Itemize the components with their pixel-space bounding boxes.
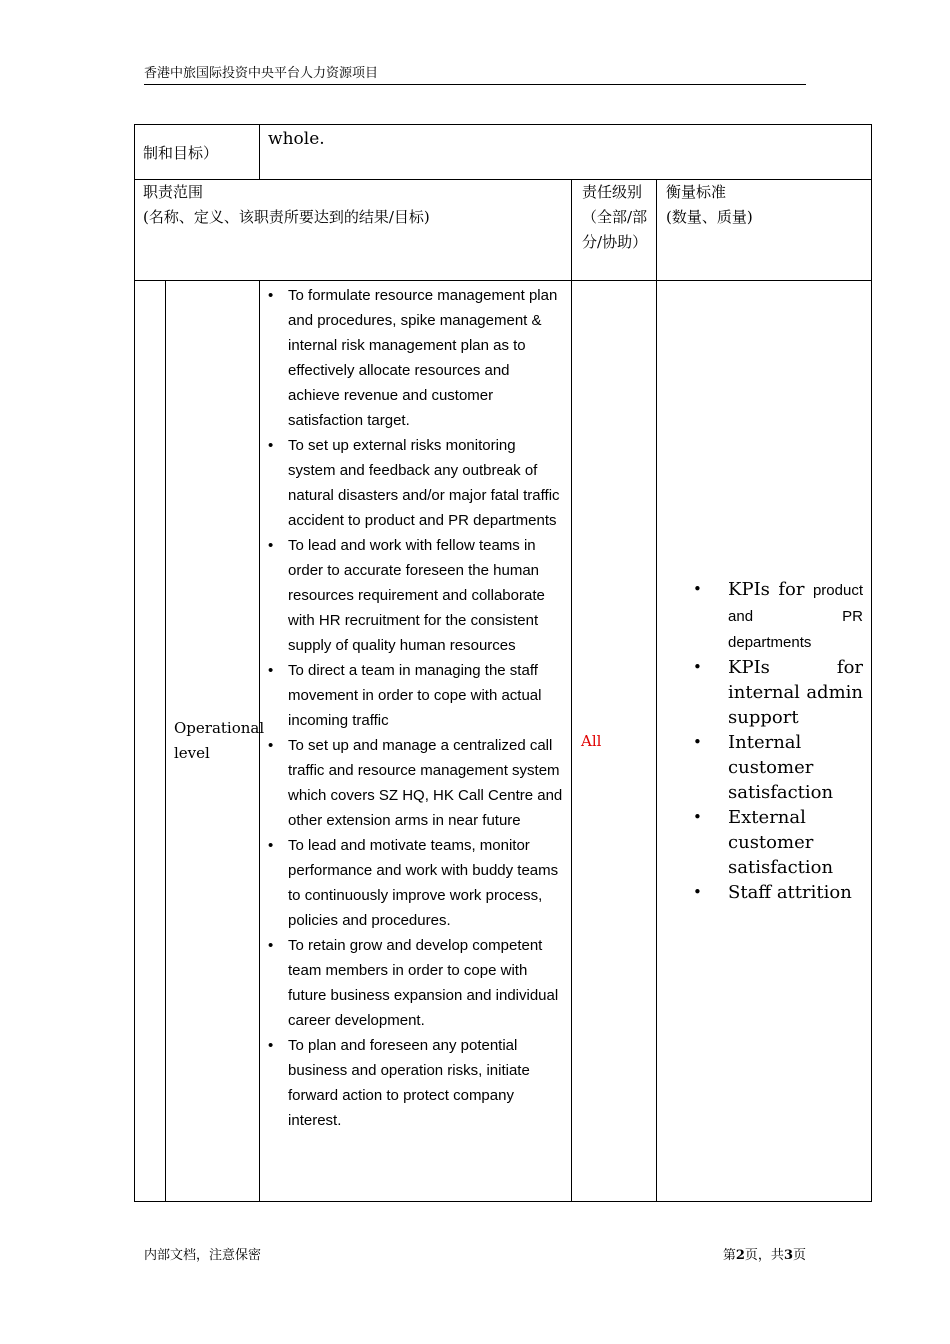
level-header: 责任级别（全部/部分/协助） [572,180,657,281]
list-item: • To plan and foreseen any potential business and operation risks, initiate forward action to protect company interest. [288,1033,563,1133]
current-page: 2 [735,1248,745,1263]
table-row [135,125,872,180]
measure-subtitle: (数量、质量) [666,208,753,226]
table-row [135,281,872,1202]
page-number [723,1248,806,1264]
responsibility-table [134,124,872,1202]
list-item: • To retain grow and develop competent team members in order to cope with future business expansion and individual career development. [288,933,563,1033]
list-item: • To lead and motivate teams, monitor performance and work with buddy teams to continuously improve work process, policies and procedures. [288,833,563,933]
responsibility-list [260,281,571,1133]
page-mid: 页，共 [744,1248,784,1263]
kpi-list [657,577,871,905]
list-item: • KPIs for internal admin support [728,655,863,730]
scope-title: 职责范围 [143,183,204,201]
list-item: • To formulate resource management plan and procedures, spike management & internal risk management plan as to effectively allocate resources and achieve revenue and customer satisfaction target. [288,283,563,433]
scope-subtitle: (名称、定义、该职责所要达到的结果/目标) [143,208,430,226]
page-prefix: 第 [722,1248,736,1263]
measure-title: 衡量标准 [666,183,727,201]
page-suffix: 页 [792,1248,806,1263]
kpi-cell [657,281,872,1202]
level-name: Operational level [166,281,260,1202]
list-item: • Internal customer satisfaction [728,730,863,805]
list-item: • External customer satisfaction [728,805,863,880]
table-header-row [135,180,872,281]
kpi-text: KPIs for [728,579,805,600]
scope-header [135,180,572,281]
total-pages: 3 [783,1248,793,1263]
row-caption: 制和目标） [135,125,260,180]
list-item: • To lead and work with fellow teams in order to accurate foreseen the human resources requirement and collaborate with HR recruitment for the consistent supply of quality human resources [288,533,563,658]
empty-cell [135,281,166,1202]
responsibility-level: All [572,281,657,1202]
page-header: 香港中旅国际投资中央平台人力资源项目 [144,66,806,85]
list-item: • To direct a team in managing the staff movement in order to cope with actual incoming traffic [288,658,563,733]
list-item: • Staff attrition [728,880,863,905]
list-item: • To set up external risks monitoring system and feedback any outbreak of natural disasters and/or major fatal traffic accident to product and PR departments [288,433,563,533]
responsibilities-cell [260,281,572,1202]
list-item [728,577,863,655]
row-content: whole. [260,125,872,180]
list-item: • To set up and manage a centralized call traffic and resource management system which covers SZ HQ, HK Call Centre and other extension arms in near future [288,733,563,833]
measure-header [657,180,872,281]
confidential-note: 内部文档，注意保密 [144,1248,262,1263]
kpi-text-small: product and PR departments [728,582,864,651]
